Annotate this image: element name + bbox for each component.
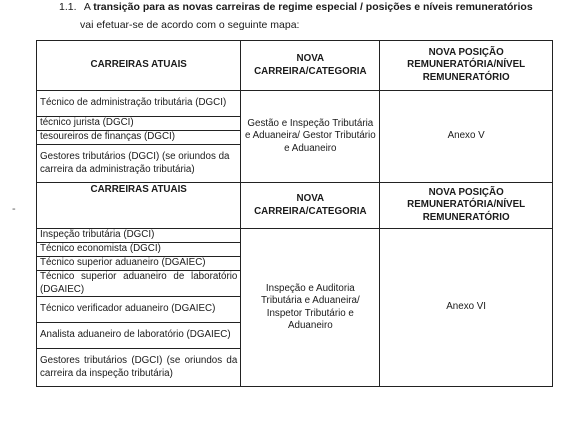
header-current-careers: CARREIRAS ATUAIS (37, 183, 241, 229)
current-career-cell: Técnico verificador aduaneiro (DGAIEC) (37, 297, 241, 323)
new-position-cell: Anexo VI (380, 229, 553, 387)
header-new-career: NOVA CARREIRA/CATEGORIA (241, 41, 380, 91)
header-row-2 (37, 183, 553, 229)
current-career-cell: Técnico economista (DGCI) (37, 243, 241, 257)
table-row (37, 91, 553, 117)
header-row-1 (37, 41, 553, 91)
header-new-career: NOVA CARREIRA/CATEGORIA (241, 183, 380, 229)
table-row (37, 229, 553, 243)
intro-bold-text: transição para as novas carreiras de regime especial / posições e níveis remuneratórios (93, 1, 533, 13)
current-career-cell: Técnico superior aduaneiro de laboratório (DGAIEC) (37, 271, 241, 297)
current-career-cell: Gestores tributários (DGCI) (se oriundos da carreira da inspeção tributária) (37, 349, 241, 387)
header-new-position: NOVA POSIÇÃO REMUNERATÓRIA/NÍVEL REMUNERATÓRIO (380, 183, 553, 229)
transition-map-table (36, 40, 553, 387)
current-career-cell: Técnico superior aduaneiro (DGAIEC) (37, 257, 241, 271)
current-career-cell: Técnico de administração tributária (DGCI) (37, 91, 241, 117)
header-current-careers: CARREIRAS ATUAIS (37, 41, 241, 91)
intro-prefix: A (83, 1, 91, 13)
current-career-cell: Gestores tributários (DGCI) (se oriundos da carreira da administração tributária) (37, 145, 241, 183)
header-new-position: NOVA POSIÇÃO REMUNERATÓRIA/NÍVEL REMUNERATÓRIO (380, 41, 553, 91)
section-number: 1.1. (59, 1, 77, 13)
current-career-cell: Inspeção tributária (DGCI) (37, 229, 241, 243)
current-career-cell: técnico jurista (DGCI) (37, 117, 241, 131)
current-career-cell: Analista aduaneiro de laboratório (DGAIEC) (37, 323, 241, 349)
intro-line-1 (59, 0, 533, 14)
new-position-cell: Anexo V (380, 91, 553, 183)
intro-line-2: vai efetuar-se de acordo com o seguinte mapa: (80, 19, 300, 31)
new-career-cell: Inspeção e Auditoria Tributária e Aduaneira/ Inspetor Tributário e Aduaneiro (241, 229, 380, 387)
current-career-cell: tesoureiros de finanças (DGCI) (37, 131, 241, 145)
new-career-cell: Gestão e Inspeção Tributária e Aduaneira/ Gestor Tributário e Aduaneiro (241, 91, 380, 183)
margin-mark: - (12, 203, 16, 215)
